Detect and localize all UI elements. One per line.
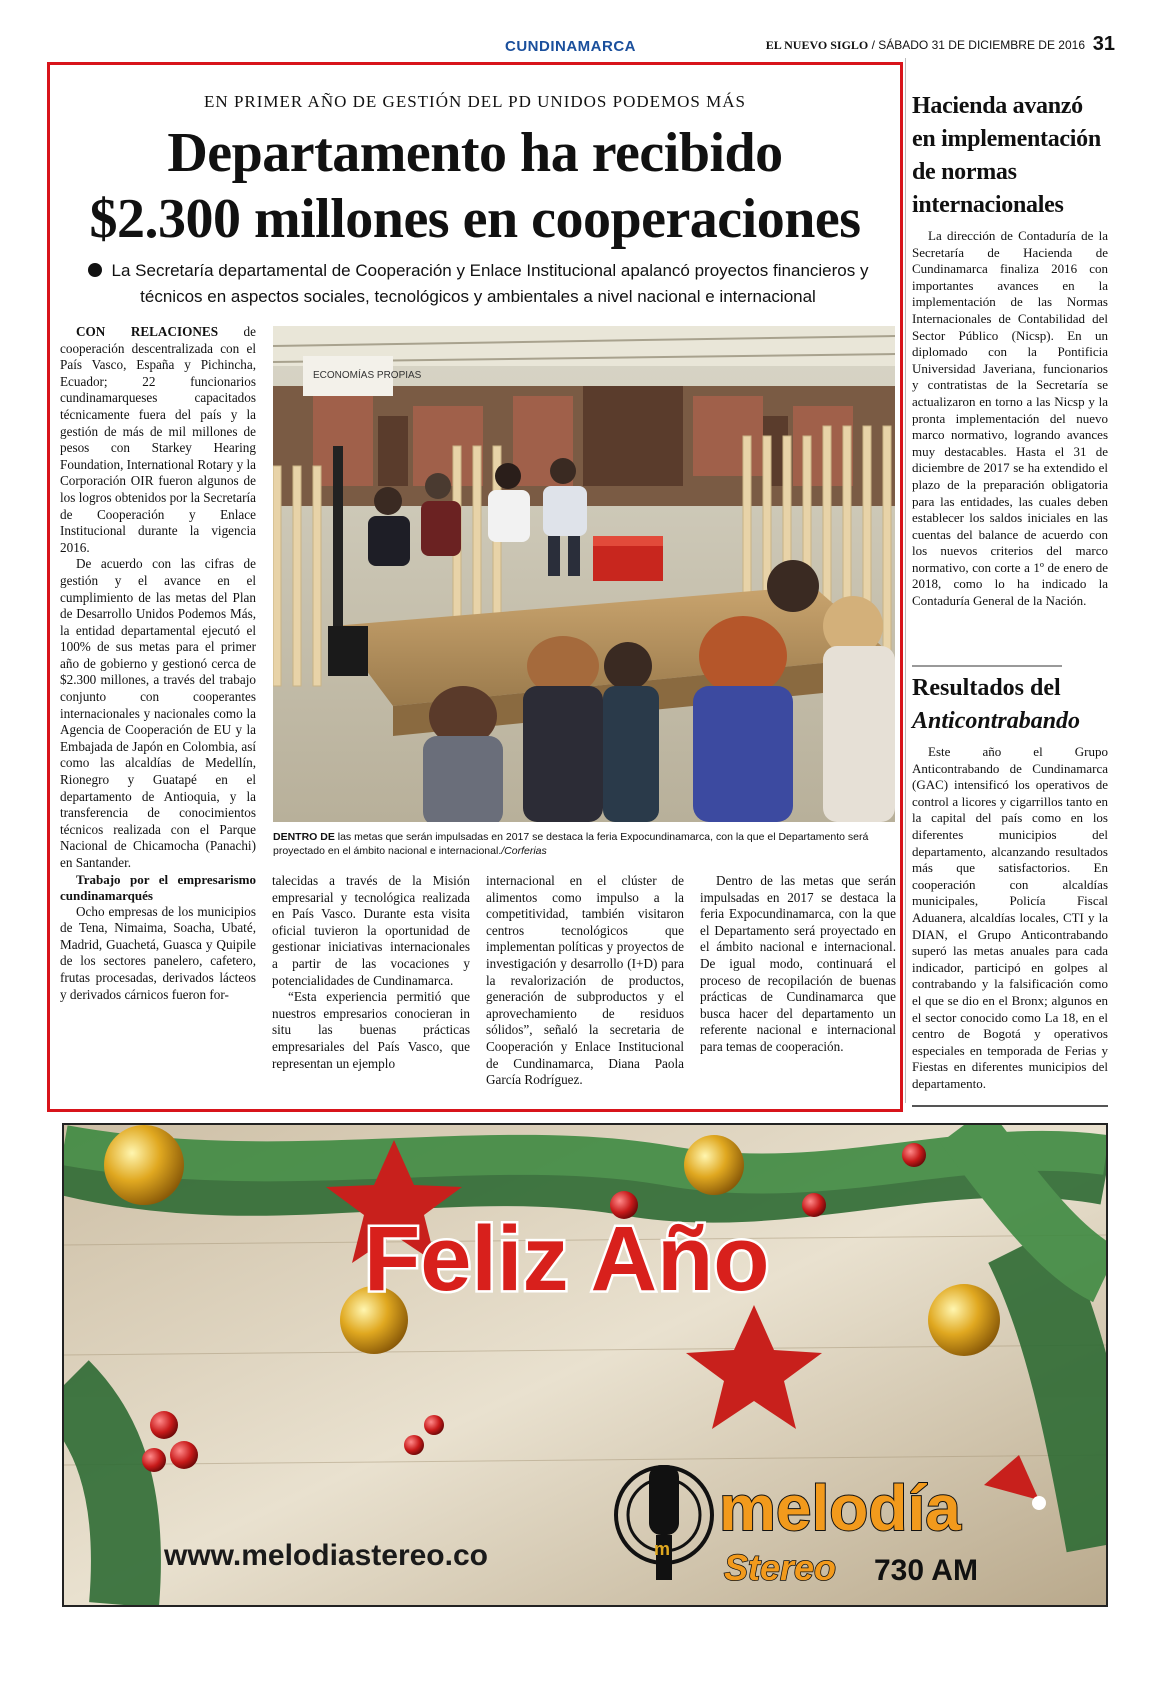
sidebar-body-1 [912,228,1108,610]
photo-illustration [273,326,895,822]
deck-text: La Secretaría departamental de Cooperación y Enlace Institucional apalancó proyectos financieros y técnicos en aspectos sociales, tecnológicos y ambientales a nivel nacional e internacional [111,261,869,306]
paragraph: Este año el Grupo Anticontrabando de Cundinamarca (GAC) intensificó los operativos de control a licores y cigarrillos tanto en la capital del país como en los diferentes municipios del departamento, alcanzando resultados más que satisfactorios. En cooperación con alcaldías municipales, Policía Fiscal Aduanera, alcaldías locales, CTI y la DIAN, el Grupo Anticontrabando superó las metas anuales para cada indicador, participó en golpes al contrabando y la falsificación como el que se dio en el Bronx; algunos en el sector conocido como La 18, en el centro de Bogotá y operativos especiales en temporada de Ferias y Fiestas en diferentes municipios del departamento. [912,744,1108,1091]
sidebar-story-2 [912,672,1108,1092]
article-column-2 [272,873,470,1072]
photo-caption [273,830,895,858]
paragraph: “Esta experiencia permitió que nuestros empresarios conocieran in situ las buenas prácticas empresariales del País Vasco, que representan un ejemplo [272,989,470,1071]
masthead [766,38,1085,53]
paragraph-text: de cooperación descentralizada con el País Vasco, España y Pichincha, Ecuador; 22 funcionarios cundinamarqueses capacitados técnicamente fuera del país y la gestión de más de mil millones de pesos con Starkey Hearing Foundation, International Rotary y la Corporación OIR fueron algunos de los logros obtenidos por la Secretaría de Cooperación y Enlace Institucional durante la vigencia 2016. [60,324,256,555]
ad-greeting: Feliz Año [364,1208,770,1310]
photo-sign: ECONOMÍAS PROPIAS [313,370,422,381]
caption-lead: DENTRO DE [273,831,335,843]
sidebar-headline-1: Hacienda avanzó en implementación de normas internacionales [912,93,1101,218]
lead-in: CON RELACIONES [76,324,219,339]
sidebar-headline-2a: Resultados del [912,675,1061,701]
ad-artwork [64,1125,1106,1605]
bullet-icon [88,263,102,277]
paragraph: De acuerdo con las cifras de gestión y el avance en el cumplimiento de las metas del Plan de Desarrollo Unidos Podemos Más, la entidad departamental ejecutó el 100% de sus metas para el primer año de gobierno y gestionó cerca de $2.300 millones, a través del trabajo conjunto con cooperantes internacionales y nacionales como la Agencia de Cooperación de EU y la Embajada de Japón en Colombia, así como las alcaldías de Medellín, Rionegro y Guatapé en el departamento de Antioquia, y la transferencia de conocimientos técnicos realizada con el Parque Nacional de Chicamocha (Panachi) en Santander. [60,556,256,870]
article-column-1 [60,324,256,1003]
sidebar-headline-2b: Anticontrabando [912,708,1081,734]
article-kicker: EN PRIMER AÑO DE GESTIÓN DEL PD UNIDOS PODEMOS MÁS [204,92,746,111]
sidebar-headline-2 [912,672,1108,738]
article-photo [273,326,895,822]
caption-text: las metas que serán impulsadas en 2017 se destaca la feria Expocundinamarca, con la que el Departamento será proyectado en el ámbito nacional e internacional. [273,831,869,857]
headline-line-2: $2.300 millones en cooperaciones [89,188,861,250]
sidebar-story-1 [912,90,1108,610]
article-column-4 [700,873,896,1056]
column-divider [905,58,906,1103]
paper-name: EL NUEVO SIGLO [765,38,869,52]
page-number: 31 [1092,33,1115,55]
ad-frequency: 730 AM [874,1554,978,1587]
paragraph: La dirección de Contaduría de la Secretaría de Hacienda de Cundinamarca finaliza 2016 con importantes avances en la implementación de las Normas Internacionales de Contabilidad del Sector Público (Nicsp). En un diplomado con la Pontificia Universidad Javeriana, funcionarios y contratistas de la Secretaría se actualizaron en torno a las Nicsp y la pronta implementación del nuevo marco normativo, logrando avances muy destacables. Hasta el 31 de diciembre de 2017 se ha extendido el plazo de la preparación obligatoria para las entidades, las cuales deben establecer los saldos iniciales en las cuentas del balance de acuerdo con los nuevos criterios del marco normativo, con corte a 1º de enero de 2018, como lo ha indicado la Contaduría General de la Nación. [912,228,1108,609]
paragraph [60,324,256,556]
logo-letter: m [654,1539,671,1559]
issue-date: / SÁBADO 31 DE DICIEMBRE DE 2016 [868,38,1085,52]
paragraph: Dentro de las metas que serán impulsadas en 2017 se destaca la feria Expocundinamarca, con la que el Departamento será proyectado en el ámbito nacional e internacional. De igual modo, continuará el proceso de recopilación de buenas prácticas de Cundinamarca que busca hacer del departamento un referente nacional e internacional para temas de cooperación. [700,873,896,1054]
ad-brand: melodía [719,1472,961,1544]
ad-url: www.melodiastereo.co [164,1539,488,1572]
subhead: Trabajo por el empresarismo cundinamarqués [60,871,256,903]
sidebar-rule [912,665,1062,667]
caption-credit: /Corferias [501,845,547,857]
article-column-3 [486,873,684,1089]
paragraph: internacional en el clúster de alimentos como impulso a la competitividad, también visitaron centros tecnológicos que implementan políticas y proyectos de investigación y desarrollo (I+D) para la revalorización de productos, generación de subproductos y el aprovechamiento de residuos sólidos”, señaló la secretaria de Cooperación y Enlace Institucional de Cundinamarca, Diana Paola García Rodríguez. [486,873,684,1088]
article-headline [47,120,903,252]
ad-stereo: Stereo [724,1547,837,1588]
headline-line-1: Departamento ha recibido [167,122,783,184]
advertisement[interactable] [62,1123,1108,1607]
sidebar-bottom-rule [912,1105,1108,1107]
section-label: CUNDINAMARCA [505,38,636,55]
paragraph: talecidas a través de la Misión empresarial y tecnológica realizada en País Vasco. Durante esta visita oficial tuvieron la oportunidad de gestionar iniciativas internacionales a partir de las vocaciones y potencialidades de Cundinamarca. [272,873,470,988]
paragraph: Ocho empresas de los municipios de Tena, Nimaima, Soacha, Ubaté, Madrid, Guachetá, Guasca y Quipile de los sectores panelero, cafetero, frutas procesadas, derivados lácteos y derivados cárnicos fueron for- [60,903,256,1002]
sidebar-body-2 [912,744,1108,1092]
article-deck [60,258,896,310]
